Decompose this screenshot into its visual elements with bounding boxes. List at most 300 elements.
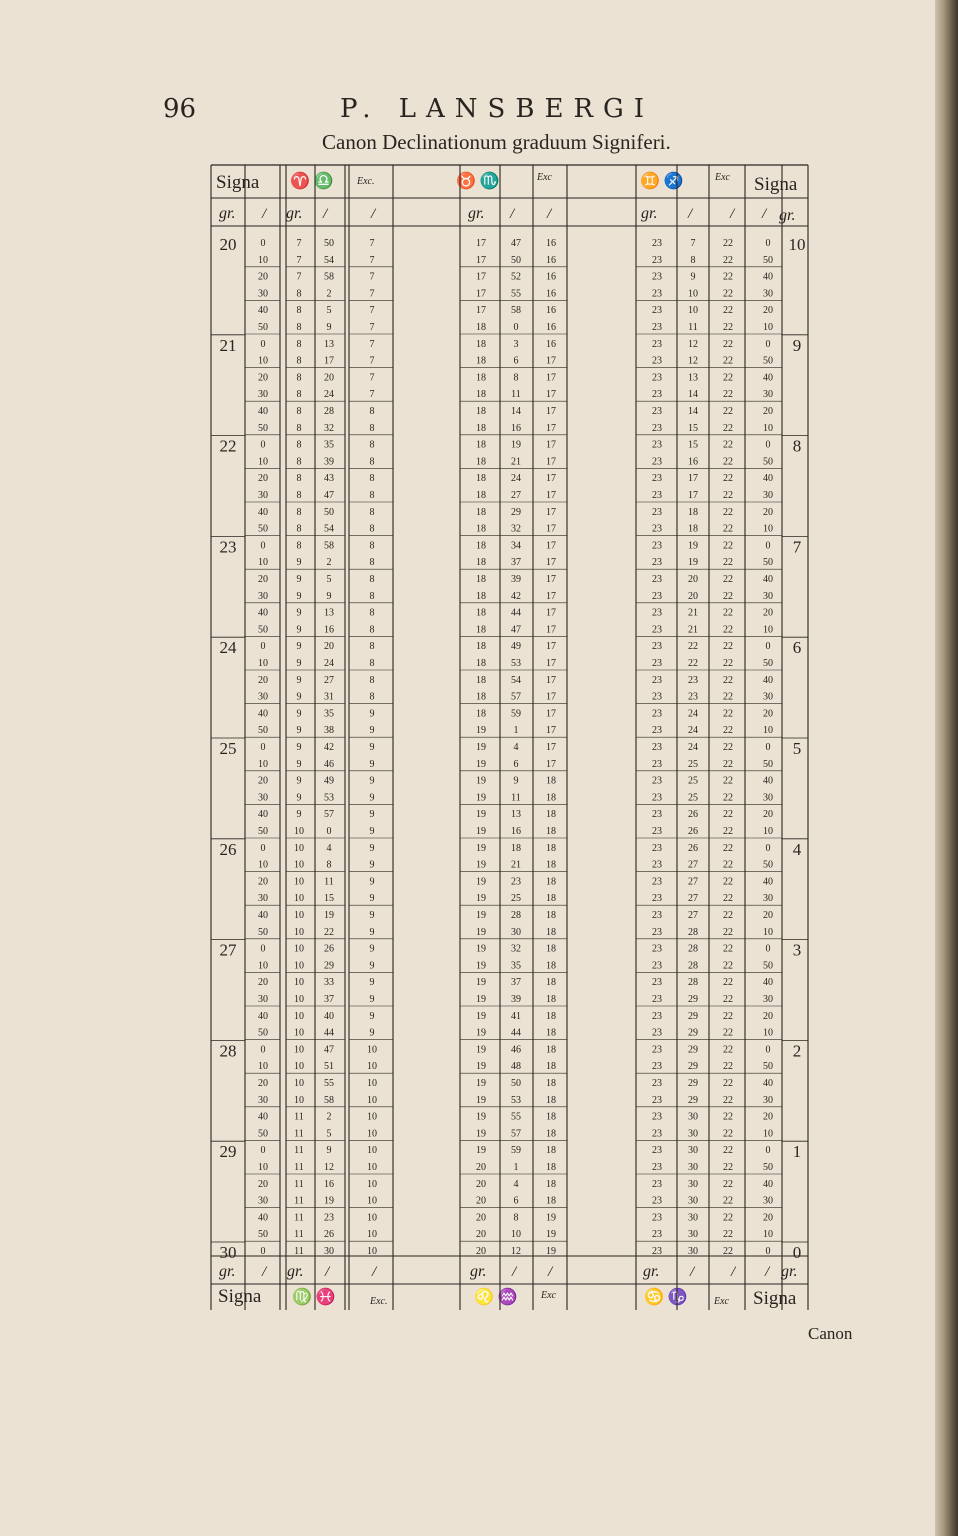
gr-bottom-4: gr.	[643, 1263, 660, 1280]
exc-gemini: 22	[723, 775, 733, 787]
taurus-degrees: 19	[476, 994, 486, 1005]
exc-taurus: 18	[546, 1027, 556, 1039]
exc-taurus: 16	[546, 288, 556, 300]
exc-aries: 10	[367, 1078, 377, 1089]
gemini-minutes: 15	[688, 422, 698, 434]
exc-aries: 8	[369, 557, 375, 569]
degree-left: 21	[219, 335, 237, 355]
signs-aries-libra: ♈ ♎	[290, 173, 334, 190]
aries-degrees: 10	[294, 826, 304, 837]
exc-aries: 9	[369, 876, 375, 888]
aries-degrees: 11	[294, 1212, 304, 1224]
exc-gemini: 22	[723, 893, 733, 905]
exc-gemini: 22	[723, 977, 733, 989]
minute-right: 50	[763, 758, 773, 770]
aries-degrees: 11	[294, 1195, 304, 1207]
aries-minutes: 55	[324, 1078, 334, 1089]
minute-left: 10	[258, 254, 268, 266]
minute-right: 20	[763, 406, 773, 417]
aries-degrees: 11	[294, 1145, 304, 1157]
gemini-minutes: 9	[690, 271, 696, 283]
exc-gemini: 22	[723, 355, 733, 367]
aries-degrees: 8	[296, 406, 302, 417]
gemini-degrees: 23	[652, 809, 662, 821]
minute-left: 40	[258, 708, 268, 720]
taurus-degrees: 20	[476, 1195, 486, 1207]
minute-left: 10	[258, 1061, 268, 1073]
taurus-degrees: 18	[476, 338, 486, 350]
exc-aries: 10	[367, 1044, 377, 1056]
exc-taurus: 18	[546, 826, 556, 837]
exc-aries: 10	[367, 1128, 377, 1140]
exc-aries: 9	[369, 943, 375, 955]
min-top-8: /	[762, 206, 767, 222]
gemini-degrees: 23	[652, 1229, 662, 1241]
taurus-degrees: 18	[476, 439, 486, 451]
exc-gemini: 22	[723, 473, 733, 485]
exc-footer-1: Exc.	[370, 1296, 388, 1307]
taurus-minutes: 21	[511, 456, 521, 468]
taurus-minutes: 11	[511, 389, 521, 401]
aries-minutes: 46	[324, 758, 334, 770]
degree-left: 26	[219, 839, 237, 859]
gemini-degrees: 23	[652, 842, 662, 854]
aries-degrees: 10	[294, 994, 304, 1005]
taurus-minutes: 55	[511, 288, 521, 300]
taurus-degrees: 18	[476, 641, 486, 653]
exc-aries: 8	[369, 490, 375, 501]
exc-aries: 7	[369, 238, 375, 249]
gemini-minutes: 27	[688, 859, 698, 871]
exc-header-3: Exc	[715, 172, 730, 183]
gemini-minutes: 16	[688, 456, 698, 468]
minute-right: 20	[763, 607, 773, 619]
aries-degrees: 10	[294, 926, 304, 938]
gemini-degrees: 23	[652, 910, 662, 921]
minute-left: 30	[258, 893, 268, 905]
gemini-minutes: 23	[688, 674, 698, 686]
exc-gemini: 22	[723, 1078, 733, 1089]
gemini-degrees: 23	[652, 372, 662, 384]
taurus-minutes: 4	[513, 1178, 519, 1190]
exc-taurus: 16	[546, 271, 556, 283]
aries-minutes: 39	[324, 456, 334, 468]
minute-left: 50	[258, 926, 268, 938]
gemini-minutes: 30	[688, 1195, 698, 1207]
degree-right: 7	[792, 537, 802, 557]
min-top-2: /	[323, 206, 328, 222]
gemini-degrees: 23	[652, 792, 662, 804]
minute-right: 10	[763, 422, 773, 434]
taurus-degrees: 19	[476, 1128, 486, 1140]
exc-gemini: 22	[723, 1044, 733, 1056]
aries-minutes: 58	[324, 540, 334, 552]
gemini-minutes: 21	[688, 624, 698, 636]
taurus-minutes: 14	[511, 406, 521, 417]
aries-degrees: 10	[294, 910, 304, 921]
exc-taurus: 17	[546, 473, 556, 485]
gemini-minutes: 17	[688, 473, 698, 485]
degree-left: 30	[219, 1243, 237, 1262]
minute-left: 20	[258, 574, 268, 585]
aries-degrees: 10	[294, 977, 304, 989]
aries-degrees: 11	[294, 1128, 304, 1140]
signa-top-right: Signa	[754, 174, 798, 195]
aries-minutes: 19	[324, 910, 334, 921]
exc-aries: 8	[369, 523, 375, 535]
minute-right: 30	[763, 389, 773, 401]
taurus-minutes: 9	[513, 775, 519, 787]
gr-bottom-3: gr.	[470, 1263, 487, 1280]
exc-taurus: 18	[546, 809, 556, 821]
taurus-minutes: 11	[511, 792, 521, 804]
gemini-minutes: 12	[688, 338, 698, 350]
minute-left: 20	[258, 876, 268, 888]
degree-right: 1	[792, 1142, 802, 1162]
gemini-degrees: 23	[652, 305, 662, 317]
exc-aries: 7	[369, 271, 375, 283]
degree-left: 22	[219, 436, 237, 456]
exc-taurus: 17	[546, 506, 556, 518]
gemini-minutes: 28	[688, 960, 698, 972]
minute-right: 0	[765, 238, 771, 249]
exc-gemini: 22	[723, 809, 733, 821]
taurus-minutes: 59	[511, 1145, 521, 1157]
running-head: P. LANSBERGI	[340, 94, 655, 124]
exc-taurus: 19	[546, 1229, 556, 1241]
gr-bottom-2: gr.	[287, 1263, 304, 1280]
taurus-degrees: 18	[476, 406, 486, 417]
aries-minutes: 17	[324, 355, 334, 367]
minute-left: 20	[258, 674, 268, 686]
aries-minutes: 4	[326, 842, 332, 854]
minute-left: 20	[258, 977, 268, 989]
aries-minutes: 20	[324, 641, 334, 653]
min-top-3: /	[371, 206, 376, 222]
gemini-degrees: 23	[652, 1246, 662, 1257]
exc-gemini: 22	[723, 271, 733, 283]
gemini-minutes: 20	[688, 574, 698, 585]
taurus-minutes: 58	[511, 305, 521, 317]
aries-minutes: 33	[324, 977, 334, 989]
taurus-degrees: 18	[476, 590, 486, 602]
taurus-minutes: 53	[511, 658, 521, 669]
taurus-degrees: 18	[476, 389, 486, 401]
aries-minutes: 16	[324, 624, 334, 636]
gemini-minutes: 18	[688, 523, 698, 535]
aries-degrees: 9	[296, 758, 302, 770]
gemini-minutes: 30	[688, 1111, 698, 1123]
minute-left: 40	[258, 607, 268, 619]
exc-aries: 8	[369, 406, 375, 417]
taurus-degrees: 19	[476, 893, 486, 905]
gemini-minutes: 30	[688, 1229, 698, 1241]
minute-left: 0	[260, 1044, 266, 1056]
exc-taurus: 17	[546, 523, 556, 535]
gemini-minutes: 21	[688, 607, 698, 619]
degree-left: 28	[219, 1041, 237, 1061]
gr-bottom-5: gr.	[781, 1263, 798, 1280]
taurus-minutes: 3	[513, 338, 519, 350]
aries-degrees: 8	[296, 540, 302, 552]
minute-left: 40	[258, 406, 268, 417]
exc-gemini: 22	[723, 238, 733, 249]
taurus-degrees: 19	[476, 977, 486, 989]
minute-right: 30	[763, 490, 773, 501]
aries-minutes: 54	[324, 523, 334, 535]
gemini-minutes: 17	[688, 490, 698, 501]
exc-gemini: 22	[723, 322, 733, 333]
aries-degrees: 11	[294, 1162, 304, 1173]
gemini-minutes: 28	[688, 943, 698, 955]
minute-left: 30	[258, 288, 268, 300]
aries-minutes: 13	[324, 607, 334, 619]
taurus-degrees: 17	[476, 271, 486, 283]
aries-minutes: 58	[324, 1094, 334, 1106]
gemini-degrees: 23	[652, 422, 662, 434]
minute-right: 50	[763, 960, 773, 972]
minute-right: 30	[763, 994, 773, 1005]
minute-right: 40	[763, 876, 773, 888]
aries-degrees: 8	[296, 372, 302, 384]
exc-aries: 8	[369, 624, 375, 636]
exc-taurus: 17	[546, 422, 556, 434]
taurus-degrees: 18	[476, 523, 486, 535]
exc-gemini: 22	[723, 389, 733, 401]
gemini-minutes: 19	[688, 540, 698, 552]
aries-minutes: 47	[324, 490, 334, 501]
minute-left: 50	[258, 523, 268, 535]
exc-gemini: 22	[723, 1061, 733, 1073]
minute-left: 30	[258, 691, 268, 703]
gemini-minutes: 27	[688, 893, 698, 905]
exc-taurus: 18	[546, 943, 556, 955]
aries-degrees: 8	[296, 389, 302, 401]
gemini-degrees: 23	[652, 557, 662, 569]
minute-right: 40	[763, 674, 773, 686]
exc-aries: 10	[367, 1111, 377, 1123]
gr-top-1: gr.	[219, 205, 236, 222]
gemini-degrees: 23	[652, 1212, 662, 1224]
degree-right: 3	[792, 940, 802, 960]
minute-right: 50	[763, 1061, 773, 1073]
taurus-degrees: 20	[476, 1212, 486, 1224]
minute-right: 10	[763, 1128, 773, 1140]
aries-degrees: 9	[296, 624, 302, 636]
exc-aries: 7	[369, 288, 375, 300]
gemini-minutes: 25	[688, 758, 698, 770]
taurus-degrees: 20	[476, 1246, 486, 1257]
taurus-degrees: 19	[476, 960, 486, 972]
gemini-minutes: 30	[688, 1178, 698, 1190]
minute-right: 20	[763, 708, 773, 720]
exc-taurus: 17	[546, 590, 556, 602]
gemini-minutes: 29	[688, 1027, 698, 1039]
aries-degrees: 8	[296, 523, 302, 535]
exc-taurus: 18	[546, 775, 556, 787]
exc-aries: 8	[369, 473, 375, 485]
exc-aries: 7	[369, 372, 375, 384]
taurus-degrees: 18	[476, 490, 486, 501]
taurus-minutes: 50	[511, 1078, 521, 1089]
gemini-degrees: 23	[652, 1145, 662, 1157]
exc-gemini: 22	[723, 1178, 733, 1190]
minute-left: 10	[258, 758, 268, 770]
exc-taurus: 17	[546, 557, 556, 569]
exc-taurus: 17	[546, 372, 556, 384]
signs-gemini-sagittarius: ♊ ♐	[640, 173, 684, 190]
minute-left: 50	[258, 422, 268, 434]
exc-aries: 8	[369, 540, 375, 552]
degree-right: 8	[792, 436, 802, 456]
exc-gemini: 22	[723, 960, 733, 972]
aries-minutes: 31	[324, 691, 334, 703]
taurus-minutes: 21	[511, 859, 521, 871]
gemini-degrees: 23	[652, 826, 662, 837]
exc-taurus: 18	[546, 1128, 556, 1140]
taurus-minutes: 1	[513, 1162, 519, 1173]
exc-gemini: 22	[723, 742, 733, 753]
taurus-minutes: 23	[511, 876, 521, 888]
exc-gemini: 22	[723, 506, 733, 518]
gemini-degrees: 23	[652, 473, 662, 485]
taurus-degrees: 19	[476, 826, 486, 837]
aries-degrees: 9	[296, 658, 302, 669]
minute-left: 0	[260, 338, 266, 350]
aries-degrees: 10	[294, 960, 304, 972]
exc-aries: 9	[369, 910, 375, 921]
min-bottom-7: /	[731, 1264, 736, 1280]
aries-minutes: 51	[324, 1061, 334, 1073]
minute-left: 30	[258, 389, 268, 401]
aries-degrees: 9	[296, 775, 302, 787]
aries-degrees: 8	[296, 439, 302, 451]
taurus-minutes: 57	[511, 691, 521, 703]
exc-gemini: 22	[723, 859, 733, 871]
gemini-minutes: 29	[688, 1010, 698, 1022]
exc-taurus: 18	[546, 910, 556, 921]
gemini-degrees: 23	[652, 691, 662, 703]
taurus-minutes: 6	[513, 758, 519, 770]
aries-degrees: 9	[296, 641, 302, 653]
exc-taurus: 16	[546, 238, 556, 249]
minute-right: 20	[763, 305, 773, 317]
taurus-minutes: 28	[511, 910, 521, 921]
exc-gemini: 22	[723, 658, 733, 669]
aries-minutes: 0	[326, 826, 332, 837]
minute-right: 10	[763, 1229, 773, 1241]
minute-right: 40	[763, 372, 773, 384]
taurus-minutes: 6	[513, 355, 519, 367]
signs-taurus-scorpio: ♉ ♏	[456, 173, 500, 190]
exc-gemini: 22	[723, 439, 733, 451]
min-top-5: /	[547, 206, 552, 222]
exc-taurus: 17	[546, 490, 556, 501]
gemini-degrees: 23	[652, 389, 662, 401]
taurus-degrees: 18	[476, 691, 486, 703]
gemini-minutes: 27	[688, 910, 698, 921]
minute-left: 50	[258, 826, 268, 837]
gemini-degrees: 23	[652, 994, 662, 1005]
degree-right: 9	[792, 335, 802, 355]
exc-aries: 9	[369, 977, 375, 989]
gemini-minutes: 29	[688, 1078, 698, 1089]
exc-taurus: 17	[546, 725, 556, 737]
gemini-degrees: 23	[652, 624, 662, 636]
exc-gemini: 22	[723, 490, 733, 501]
aries-minutes: 19	[324, 1195, 334, 1207]
degree-left: 23	[219, 537, 237, 557]
degree-right: 0	[792, 1243, 802, 1262]
aries-minutes: 37	[324, 994, 334, 1005]
taurus-minutes: 37	[511, 557, 521, 569]
minute-right: 30	[763, 1195, 773, 1207]
minute-left: 0	[260, 1145, 266, 1157]
aries-minutes: 2	[326, 288, 332, 300]
minute-right: 10	[763, 926, 773, 938]
taurus-minutes: 50	[511, 254, 521, 266]
aries-degrees: 7	[296, 271, 302, 283]
aries-degrees: 11	[294, 1178, 304, 1190]
exc-aries: 7	[369, 254, 375, 266]
catchword: Canon	[808, 1324, 853, 1343]
gemini-minutes: 24	[688, 725, 698, 737]
aries-minutes: 30	[324, 1246, 334, 1257]
taurus-degrees: 19	[476, 809, 486, 821]
minute-right: 40	[763, 271, 773, 283]
exc-gemini: 22	[723, 691, 733, 703]
gemini-degrees: 23	[652, 960, 662, 972]
taurus-minutes: 13	[511, 809, 521, 821]
taurus-degrees: 18	[476, 322, 486, 333]
gr-top-5: gr.	[779, 207, 796, 224]
minute-left: 50	[258, 725, 268, 737]
gemini-minutes: 29	[688, 1044, 698, 1056]
taurus-degrees: 18	[476, 355, 486, 367]
exc-taurus: 16	[546, 338, 556, 350]
aries-minutes: 9	[326, 322, 332, 333]
minute-right: 0	[765, 641, 771, 653]
gemini-degrees: 23	[652, 254, 662, 266]
gr-top-3: gr.	[468, 205, 485, 222]
taurus-minutes: 35	[511, 960, 521, 972]
minute-left: 30	[258, 1195, 268, 1207]
gemini-degrees: 23	[652, 926, 662, 938]
exc-taurus: 17	[546, 742, 556, 753]
aries-minutes: 50	[324, 506, 334, 518]
exc-taurus: 18	[546, 859, 556, 871]
gemini-minutes: 30	[688, 1162, 698, 1173]
gemini-degrees: 23	[652, 1111, 662, 1123]
minute-right: 30	[763, 1094, 773, 1106]
gemini-minutes: 8	[690, 254, 696, 266]
aries-minutes: 38	[324, 725, 334, 737]
aries-minutes: 27	[324, 674, 334, 686]
minute-left: 0	[260, 742, 266, 753]
minute-right: 30	[763, 288, 773, 300]
exc-aries: 10	[367, 1145, 377, 1157]
exc-taurus: 18	[546, 960, 556, 972]
exc-gemini: 22	[723, 254, 733, 266]
minute-left: 10	[258, 355, 268, 367]
gemini-degrees: 23	[652, 1061, 662, 1073]
exc-aries: 9	[369, 708, 375, 720]
exc-gemini: 22	[723, 574, 733, 585]
exc-gemini: 22	[723, 406, 733, 417]
aries-minutes: 15	[324, 893, 334, 905]
taurus-minutes: 59	[511, 708, 521, 720]
aries-degrees: 9	[296, 742, 302, 753]
